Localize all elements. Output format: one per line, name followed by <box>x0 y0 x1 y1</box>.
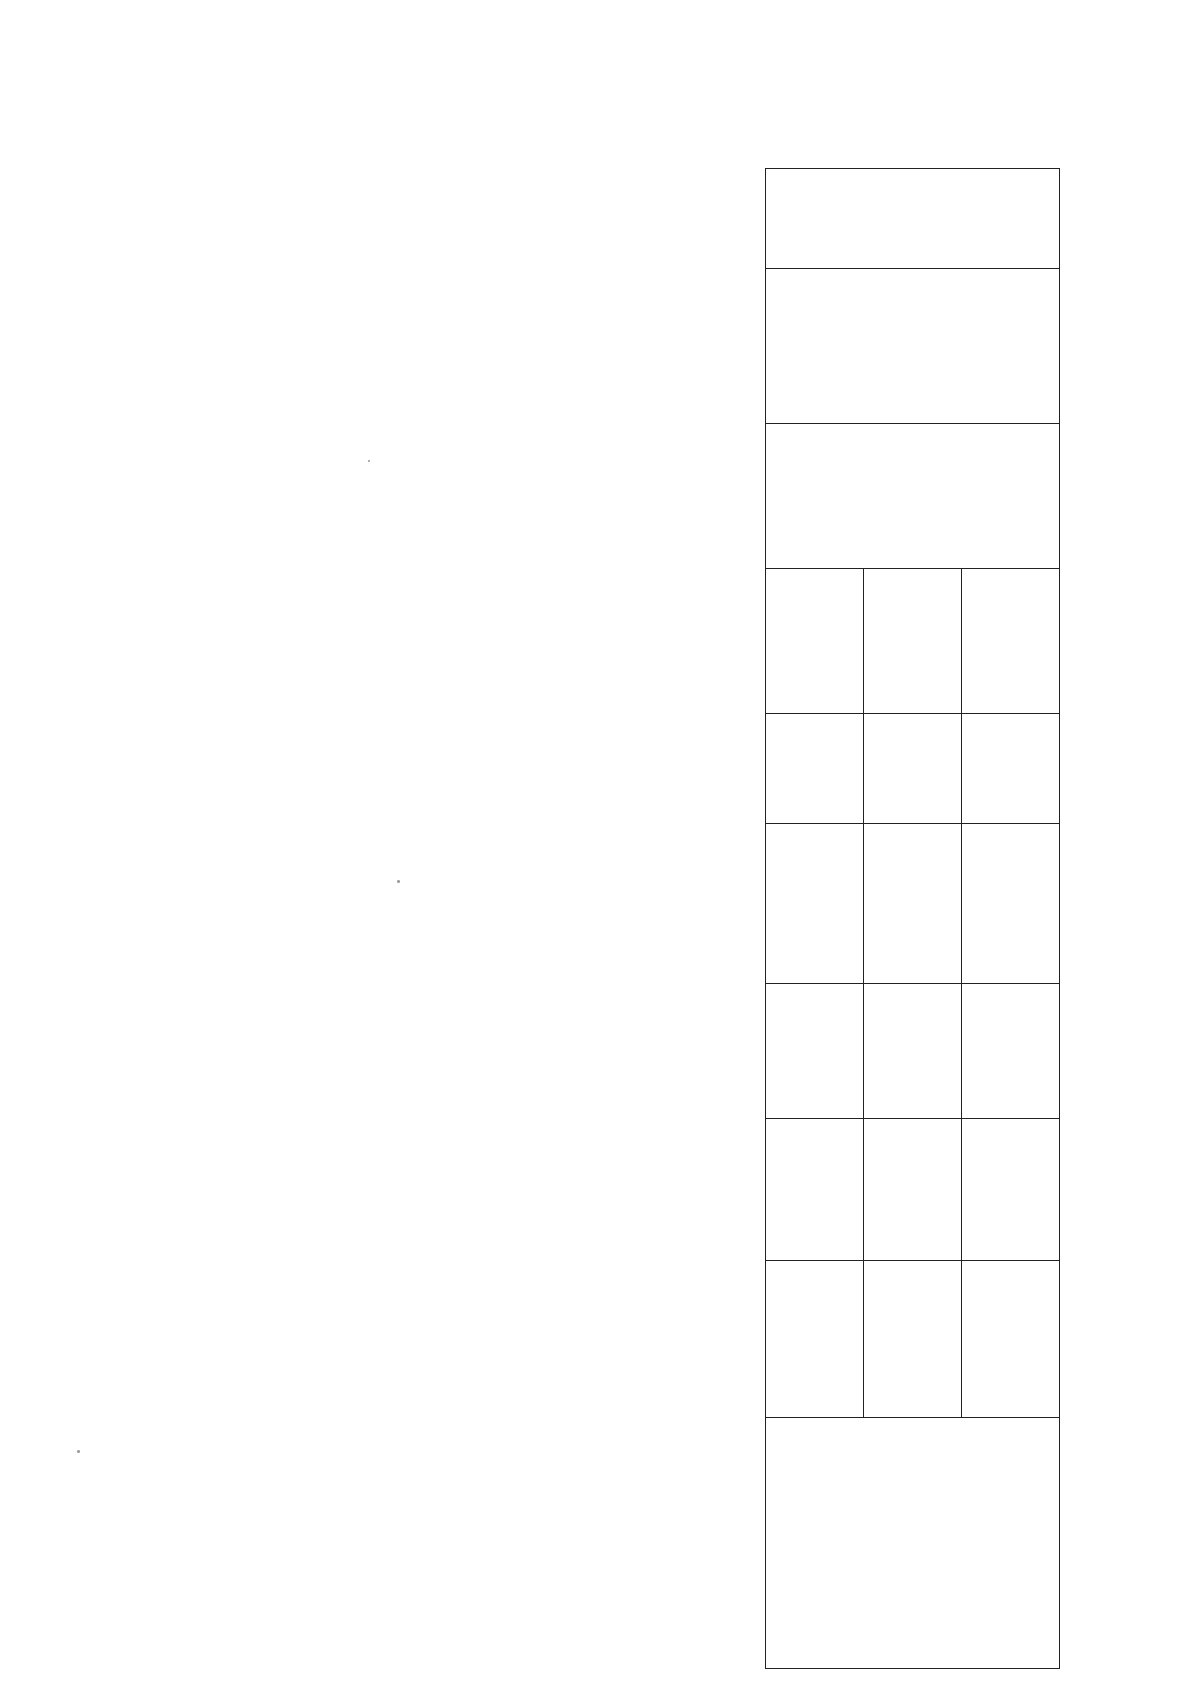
amount-cell <box>962 1261 1060 1418</box>
amount-cell <box>962 714 1060 824</box>
funding-source-cell <box>962 569 1060 714</box>
table-cell <box>766 1119 864 1261</box>
amount-cell <box>962 824 1060 984</box>
amount-cell <box>962 1119 1060 1261</box>
scan-speck <box>368 460 370 462</box>
table-cell <box>766 1261 864 1418</box>
document-title <box>703 590 705 1230</box>
table-cell <box>766 714 864 824</box>
table-row <box>962 169 1060 1669</box>
table-cell <box>766 984 864 1119</box>
table-cell <box>766 424 1060 569</box>
table-cell <box>766 269 1060 424</box>
amount-cell <box>962 984 1060 1119</box>
table-cell <box>864 714 962 824</box>
approval-stamp <box>232 285 265 362</box>
scan-speck <box>397 880 400 883</box>
scan-speck <box>77 1450 80 1453</box>
table-cell <box>766 824 864 984</box>
table-cell <box>864 569 962 714</box>
table-cell <box>864 1119 962 1261</box>
measures-table <box>765 168 1060 1669</box>
executor-cell <box>766 1418 1060 1669</box>
table-cell <box>864 824 962 984</box>
table-cell <box>864 1261 962 1418</box>
table-cell <box>766 169 1060 269</box>
approval-date-line <box>232 285 265 362</box>
table-cell <box>864 984 962 1119</box>
table-cell <box>766 569 864 714</box>
